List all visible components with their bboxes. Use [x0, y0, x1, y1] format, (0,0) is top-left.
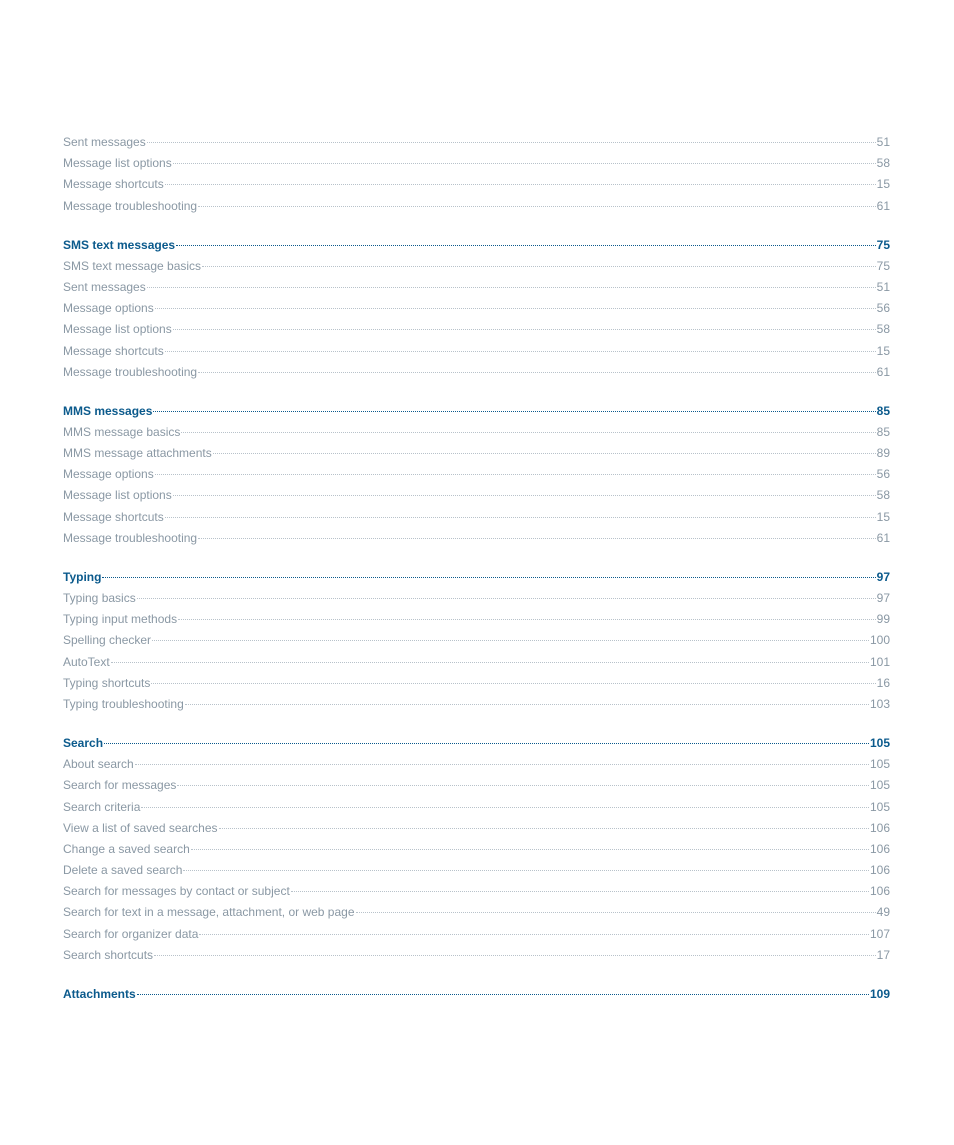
- toc-entry-search-for-messages[interactable]: [63, 775, 890, 796]
- dot-leader: [111, 662, 869, 663]
- toc-entry-title: Message shortcuts: [63, 509, 164, 524]
- toc-entry-title: Search for messages: [63, 778, 177, 793]
- toc-entry-title: Search for messages by contact or subject: [63, 884, 290, 899]
- toc-entry-title: Change a saved search: [63, 841, 190, 856]
- toc-entry-title: Typing: [63, 570, 102, 584]
- toc-page-number: 97: [876, 591, 890, 605]
- toc-page-number: 51: [876, 135, 890, 149]
- toc-page-number: 105: [869, 736, 890, 751]
- toc-entry-spelling-checker[interactable]: [63, 630, 890, 651]
- toc-entry-message-shortcuts[interactable]: [63, 174, 890, 195]
- toc-entry-title: Typing shortcuts: [63, 675, 151, 690]
- dot-leader: [173, 495, 876, 496]
- dot-leader: [198, 206, 876, 207]
- toc-entry-title: Sent messages: [63, 135, 146, 149]
- toc-entry-title: Message options: [63, 301, 154, 316]
- dot-leader: [176, 245, 876, 246]
- dot-leader: [155, 308, 876, 309]
- toc-page-number: 99: [876, 612, 890, 627]
- dot-leader: [137, 598, 876, 599]
- dot-leader: [198, 538, 876, 539]
- toc-heading-sms-text-messages[interactable]: [63, 234, 890, 256]
- toc-entry-title: Delete a saved search: [63, 863, 183, 878]
- toc-entry-message-troubleshooting[interactable]: [63, 528, 890, 549]
- dot-leader: [198, 372, 876, 373]
- toc-entry-view-a-list-of-saved-searches[interactable]: [63, 818, 890, 839]
- dot-leader: [153, 411, 875, 412]
- toc-entry-title: Sent messages: [63, 279, 146, 294]
- toc-page-number: 58: [876, 488, 890, 503]
- toc-entry-message-shortcuts[interactable]: [63, 507, 890, 528]
- toc-page-number: 58: [876, 156, 890, 171]
- toc-section: [63, 732, 890, 966]
- toc-entry-sms-text-message-basics[interactable]: [63, 256, 890, 277]
- toc-entry-title: Message troubleshooting: [63, 364, 198, 379]
- toc-entry-title: Search for text in a message, attachment, or web page: [63, 905, 355, 920]
- dot-leader: [154, 955, 876, 956]
- dot-leader: [104, 743, 869, 744]
- toc-page-number: 85: [876, 403, 890, 418]
- toc-entry-message-list-options[interactable]: [63, 319, 890, 340]
- dot-leader: [141, 807, 869, 808]
- dot-leader: [147, 142, 876, 143]
- toc-page-number: 106: [869, 863, 890, 878]
- toc-page-number: 103: [869, 696, 890, 711]
- toc-entry-title: Attachments: [63, 987, 136, 1001]
- toc-entry-change-a-saved-search[interactable]: [63, 839, 890, 860]
- toc-page-number: 56: [876, 301, 890, 316]
- toc-entry-title: View a list of saved searches: [63, 820, 218, 835]
- toc-entry-title: Spelling checker: [63, 633, 152, 648]
- dot-leader: [137, 994, 869, 995]
- dot-leader: [191, 849, 869, 850]
- toc-entry-title: Message list options: [63, 156, 172, 171]
- toc-entry-title: Message shortcuts: [63, 177, 164, 192]
- toc-entry-title: About search: [63, 757, 134, 772]
- dot-leader: [165, 184, 876, 185]
- toc-entry-title: AutoText: [63, 654, 110, 669]
- toc-entry-title: Typing troubleshooting: [63, 696, 184, 711]
- toc-entry-title: Search criteria: [63, 799, 141, 814]
- toc-entry-title: Search shortcuts: [63, 947, 154, 962]
- toc-entry-typing-shortcuts[interactable]: [63, 673, 890, 694]
- toc-page-number: 58: [876, 322, 890, 337]
- toc-page-number: 105: [869, 799, 890, 814]
- toc-page-number: 75: [876, 258, 890, 273]
- dot-leader: [165, 351, 876, 352]
- dot-leader: [177, 785, 869, 786]
- dot-leader: [165, 517, 876, 518]
- dot-leader: [135, 764, 869, 765]
- toc-entry-title: Search for organizer data: [63, 926, 199, 941]
- dot-leader: [183, 870, 869, 871]
- dot-leader: [173, 329, 876, 330]
- dot-leader: [199, 934, 869, 935]
- toc-entry-search-shortcuts[interactable]: [63, 945, 890, 966]
- toc-entry-message-options[interactable]: [63, 464, 890, 485]
- dot-leader: [356, 912, 876, 913]
- toc-entry-sent-messages[interactable]: [63, 132, 890, 153]
- toc-page-number: 61: [876, 530, 890, 545]
- toc-page-number: 106: [869, 841, 890, 856]
- dot-leader: [202, 266, 876, 267]
- dot-leader: [147, 287, 876, 288]
- toc-heading-attachments[interactable]: [63, 983, 890, 1005]
- toc-entry-about-search[interactable]: [63, 754, 890, 775]
- toc-page-number: 89: [876, 446, 890, 461]
- toc-page-number: 16: [876, 675, 890, 690]
- toc-entry-message-options[interactable]: [63, 298, 890, 319]
- toc-entry-title: MMS message attachments: [63, 446, 212, 461]
- table-of-contents: [63, 132, 890, 1022]
- dot-leader: [213, 453, 876, 454]
- toc-entry-title: Message options: [63, 467, 154, 482]
- toc-section: [63, 234, 890, 383]
- toc-entry-title: Message troubleshooting: [63, 198, 198, 213]
- toc-entry-title: Message troubleshooting: [63, 530, 198, 545]
- toc-page-number: 51: [876, 279, 890, 294]
- toc-entry-sent-messages[interactable]: [63, 277, 890, 298]
- toc-section: [63, 400, 890, 549]
- toc-entry-title: MMS messages: [63, 403, 153, 418]
- toc-page-number: 15: [876, 177, 890, 192]
- toc-page-number: 106: [869, 884, 890, 899]
- toc-page-number: 61: [876, 198, 890, 213]
- toc-entry-title: Message list options: [63, 322, 172, 337]
- toc-page-number: 109: [869, 987, 890, 1001]
- toc-page-number: 75: [876, 237, 890, 252]
- toc-page-number: 105: [869, 778, 890, 793]
- toc-page-number: 17: [876, 947, 890, 962]
- toc-entry-message-list-options[interactable]: [63, 485, 890, 506]
- dot-leader: [102, 577, 875, 578]
- toc-heading-typing[interactable]: [63, 566, 890, 588]
- toc-page-number: 106: [869, 820, 890, 835]
- toc-entry-title: MMS message basics: [63, 424, 181, 439]
- toc-entry-message-troubleshooting[interactable]: [63, 196, 890, 217]
- toc-entry-delete-a-saved-search[interactable]: [63, 860, 890, 881]
- toc-page-number: 56: [876, 467, 890, 482]
- dot-leader: [155, 474, 876, 475]
- dot-leader: [178, 619, 876, 620]
- toc-page-number: 101: [869, 654, 890, 669]
- toc-page-number: 49: [876, 905, 890, 920]
- toc-section: [63, 566, 890, 715]
- toc-page-number: 100: [869, 633, 890, 648]
- toc-entry-mms-message-attachments[interactable]: [63, 443, 890, 464]
- toc-entry-search-criteria[interactable]: [63, 797, 890, 818]
- toc-page-number: 107: [869, 926, 890, 941]
- toc-entry-title: Search: [63, 736, 104, 751]
- dot-leader: [219, 828, 869, 829]
- toc-entry-title: Typing input methods: [63, 612, 178, 627]
- toc-page-number: 85: [876, 424, 890, 439]
- toc-page-number: 15: [876, 343, 890, 358]
- toc-heading-search[interactable]: [63, 732, 890, 754]
- toc-entry-typing-troubleshooting[interactable]: [63, 694, 890, 715]
- toc-page-number: 105: [869, 757, 890, 772]
- toc-entry-title: Message list options: [63, 488, 172, 503]
- dot-leader: [185, 704, 869, 705]
- dot-leader: [181, 432, 875, 433]
- toc-entry-message-list-options[interactable]: [63, 153, 890, 174]
- toc-heading-mms-messages[interactable]: [63, 400, 890, 422]
- toc-entry-search-for-messages-by-contact-or-subject[interactable]: [63, 881, 890, 902]
- toc-entry-mms-message-basics[interactable]: [63, 422, 890, 443]
- toc-entry-title: Typing basics: [63, 591, 136, 605]
- toc-page-number: 61: [876, 364, 890, 379]
- toc-page-number: 15: [876, 509, 890, 524]
- toc-entry-search-for-text-in-a-message-attachment-or-web-page[interactable]: [63, 902, 890, 923]
- toc-entry-typing-basics[interactable]: [63, 588, 890, 609]
- toc-section: [63, 983, 890, 1005]
- toc-entry-title: SMS text message basics: [63, 258, 202, 273]
- dot-leader: [152, 640, 869, 641]
- toc-entry-typing-input-methods[interactable]: [63, 609, 890, 630]
- toc-page-number: 97: [876, 570, 890, 584]
- dot-leader: [173, 163, 876, 164]
- toc-entry-title: SMS text messages: [63, 237, 176, 252]
- toc-entry-search-for-organizer-data[interactable]: [63, 924, 890, 945]
- dot-leader: [151, 683, 875, 684]
- toc-entry-title: Message shortcuts: [63, 343, 164, 358]
- dot-leader: [291, 891, 869, 892]
- toc-section: [63, 132, 890, 217]
- toc-entry-autotext[interactable]: [63, 652, 890, 673]
- toc-entry-message-troubleshooting[interactable]: [63, 362, 890, 383]
- toc-entry-message-shortcuts[interactable]: [63, 341, 890, 362]
